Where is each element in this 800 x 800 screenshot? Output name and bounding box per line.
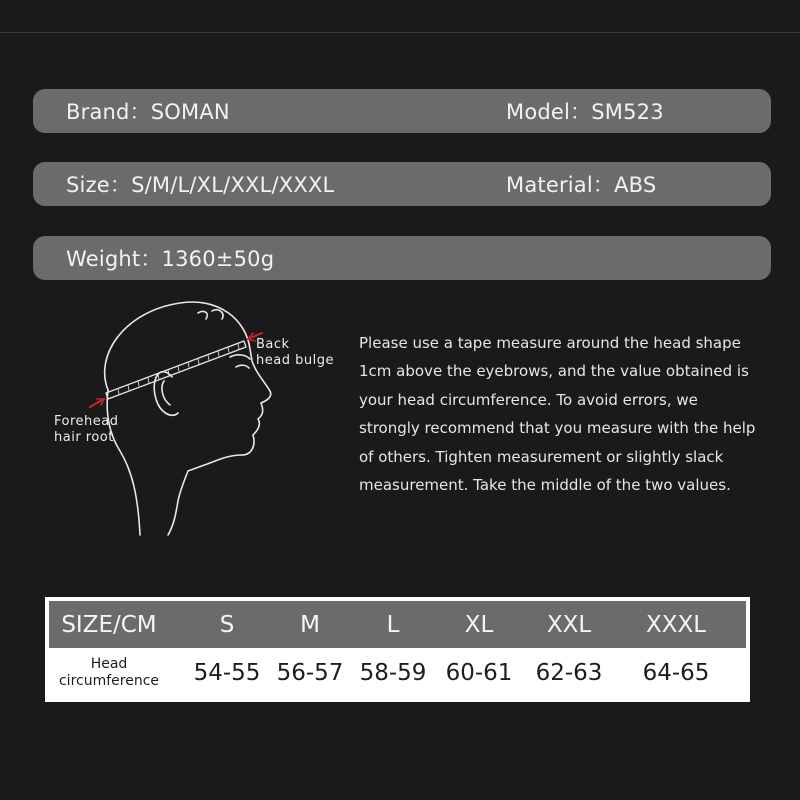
header-size: XXL [546,611,592,638]
top-divider [0,32,800,33]
circumference-value: 64-65 [642,660,710,686]
neck-back [107,390,140,535]
row-label-line2: circumference [58,673,160,689]
header-size: XL [464,611,494,638]
size-spec: Size：S/M/L/XL/XXL/XXXL [66,173,335,197]
ear-inner [162,381,170,405]
hairline [198,310,223,319]
circumference-value: 54-55 [193,660,261,686]
size-table [45,597,750,702]
forehead-label [54,414,118,446]
header-size: XXXL [645,611,707,638]
material-spec: Material：ABS [506,173,657,197]
circumference-value: 62-63 [535,660,603,686]
back-label-line1: Back [256,337,290,352]
tape-ticks [118,344,239,394]
back-label-line2: head bulge [256,353,334,368]
header-size: M [300,611,320,638]
forehead-label-line1: Forehead [54,414,119,429]
tape-measure [106,341,246,399]
circumference-value: 58-59 [359,660,427,686]
row-label-head-circumference [49,648,169,698]
weight-spec: Weight：1360±50g [66,247,275,271]
size-table-header [49,601,746,648]
spec-bar-weight [33,236,771,280]
header-size: L [386,611,400,638]
size-table-row [49,648,746,698]
forehead-label-line2: hair root [54,430,114,445]
circumference-value: 60-61 [445,660,513,686]
model-spec: Model：SM523 [506,100,664,124]
measure-instructions: Please use a tape measure around the head shape 1cm above the eyebrows, and the value obtained is your head circumference. To avoid errors, we strongly recommend that you measure with the help of others. Tighten measurement or slightly slack measurement. Take the middle of the two values. [359,334,756,495]
eye [236,365,249,368]
head-outline [105,302,271,535]
circumference-value: 56-57 [276,660,344,686]
spec-bar-size-material [33,162,771,206]
eyebrow [230,355,250,359]
spec-bar-brand-model [33,89,771,133]
header-size-cm: SIZE/CM [61,611,157,638]
ear [154,372,178,416]
row-label-line1: Head [90,656,128,672]
header-size: S [219,611,235,638]
back-head-label [256,337,334,369]
brand-spec: Brand：SOMAN [66,100,230,124]
